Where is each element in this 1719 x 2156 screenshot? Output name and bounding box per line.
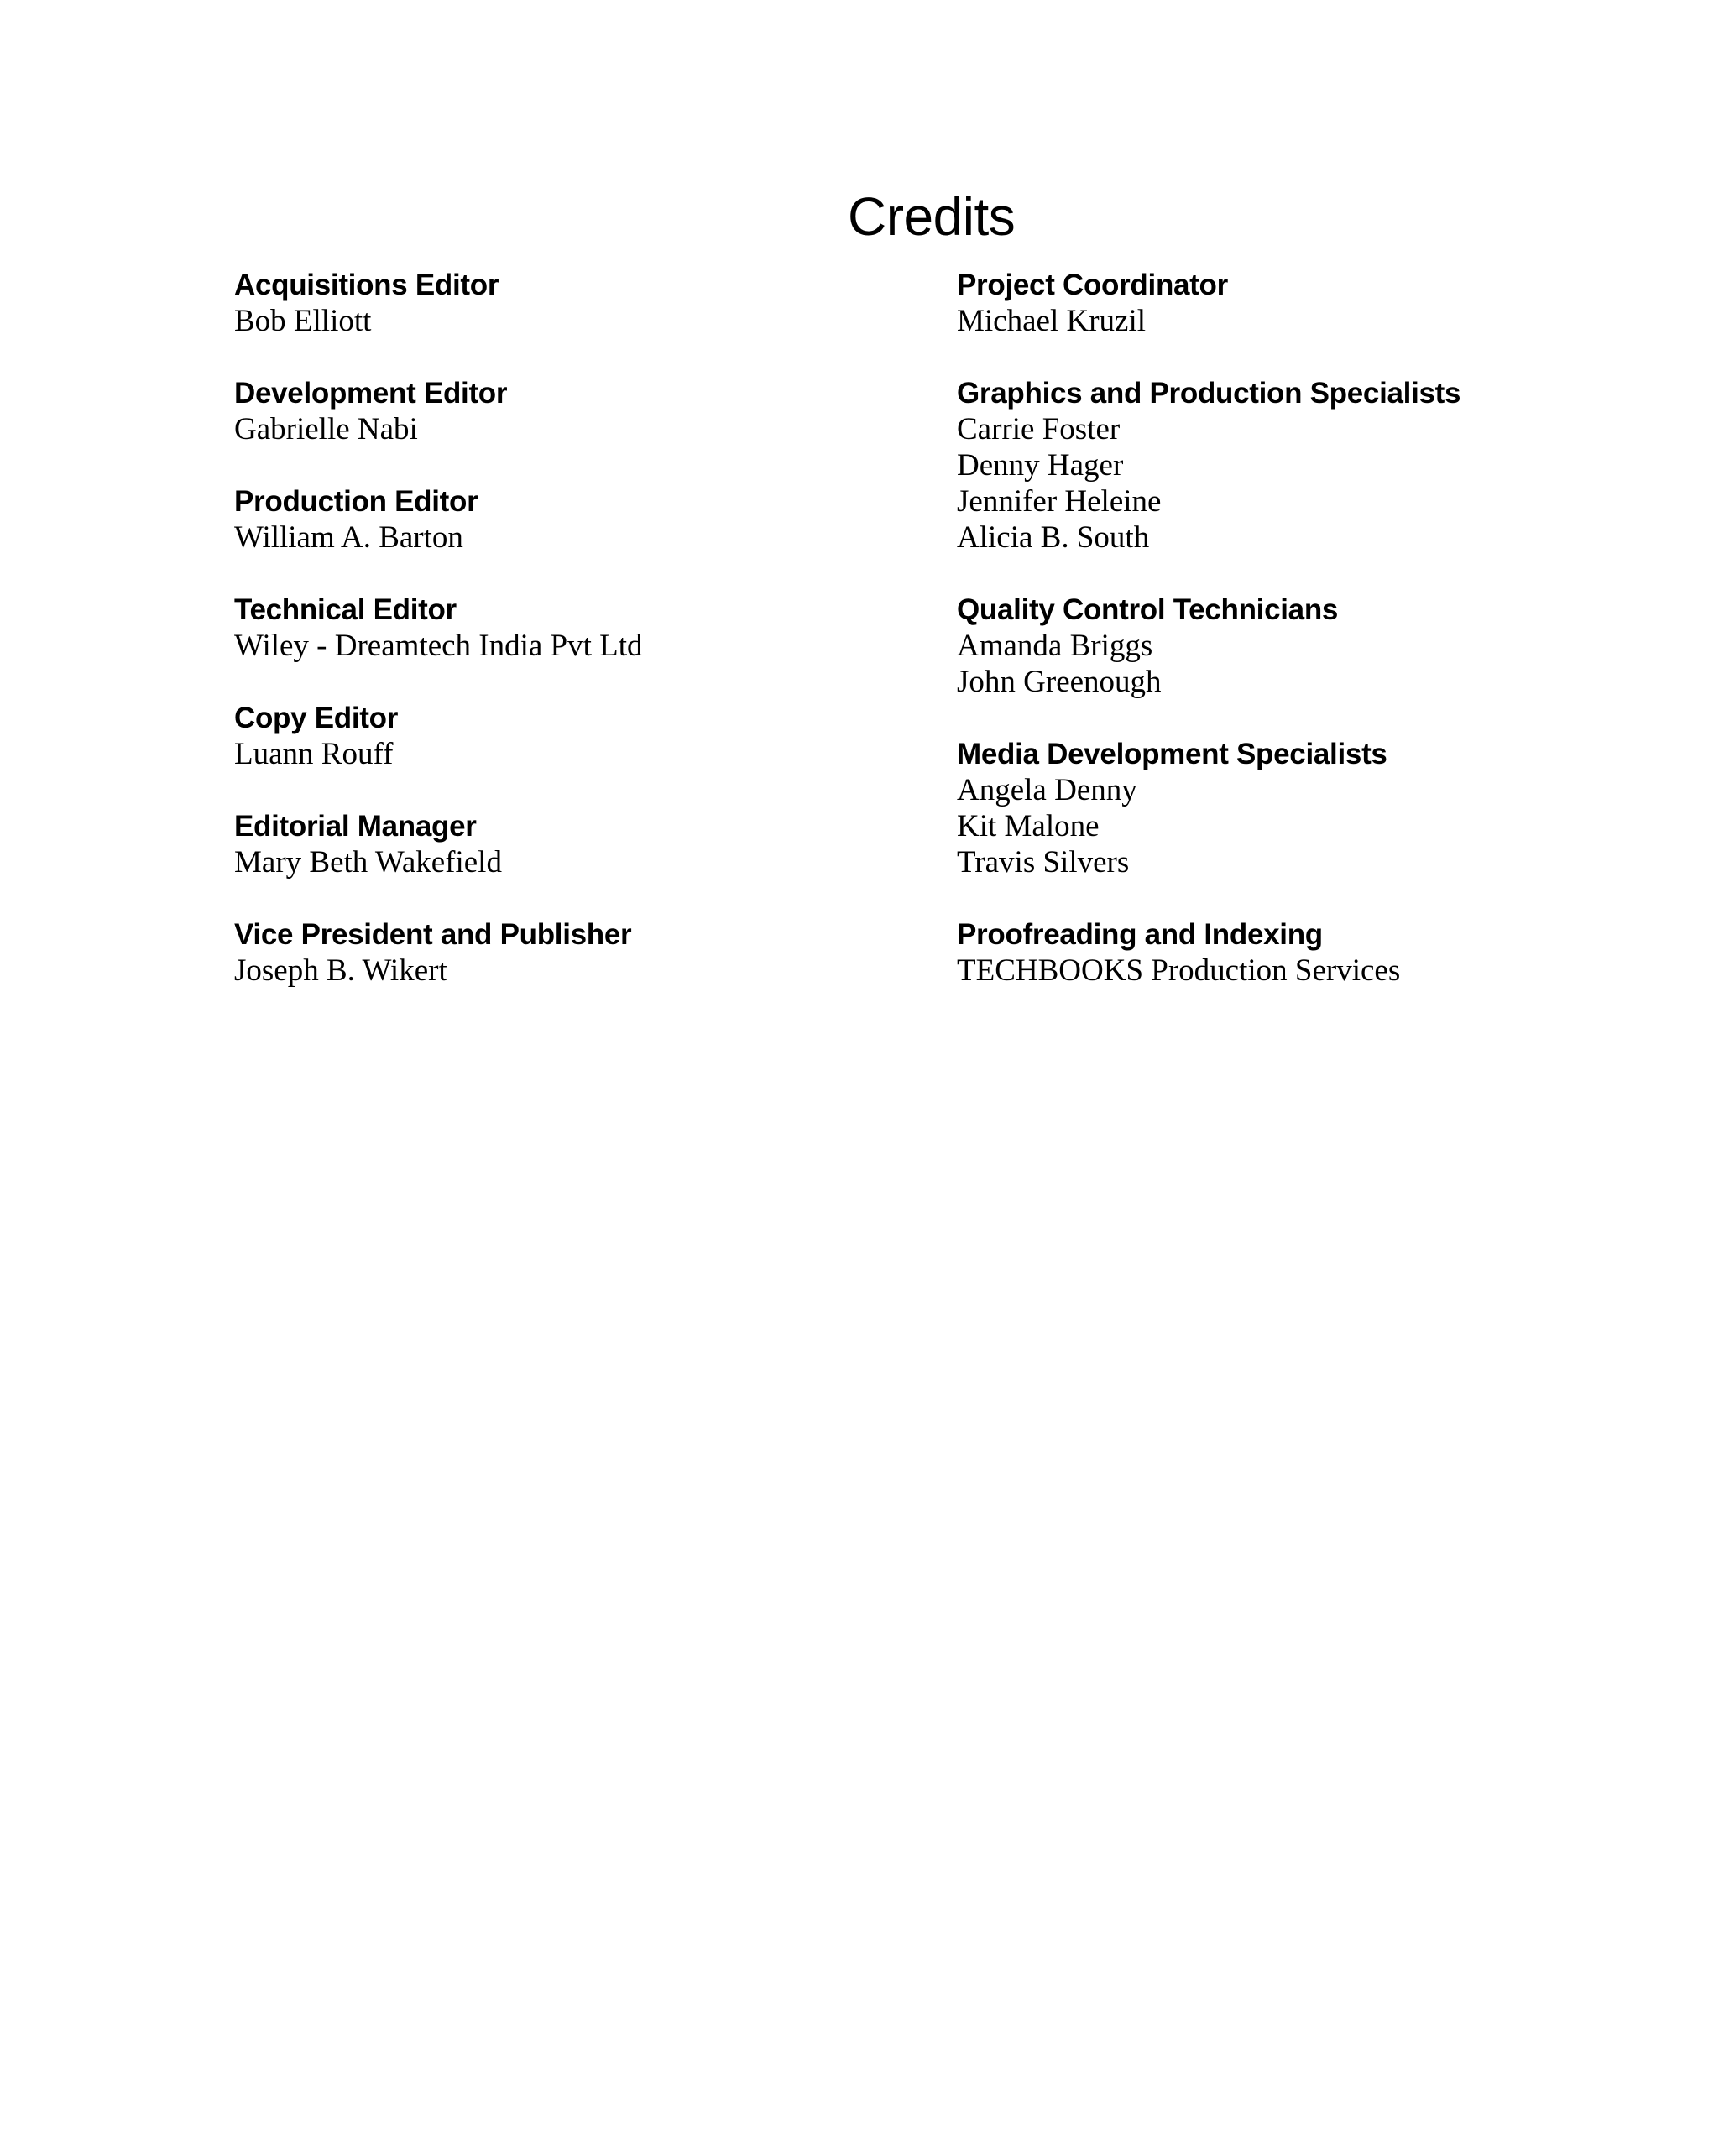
credit-name: William A. Barton <box>234 520 463 555</box>
credit-role: Graphics and Production Specialists <box>957 377 1461 410</box>
credit-name: John Greenough <box>957 665 1162 699</box>
credit-name: Carrie Foster <box>957 412 1121 446</box>
credit-name: Kit Malone <box>957 809 1100 843</box>
credit-group-vice-president-publisher <box>234 916 906 989</box>
credit-group-production-editor <box>234 483 906 556</box>
credit-name: Mary Beth Wakefield <box>234 845 502 880</box>
page-title: Credits <box>848 186 1016 247</box>
credit-role: Editorial Manager <box>234 810 477 843</box>
credit-name: Michael Kruzil <box>957 304 1146 338</box>
credit-role: Project Coordinator <box>957 269 1228 301</box>
credit-name: Travis Silvers <box>957 845 1130 880</box>
credit-group-proofreading-indexing <box>957 916 1628 989</box>
credit-name: Joseph B. Wikert <box>234 953 447 988</box>
credits-right-column <box>957 267 1628 1025</box>
credit-role: Copy Editor <box>234 702 399 734</box>
credit-name: Denny Hager <box>957 448 1124 483</box>
credit-name: Bob Elliott <box>234 304 372 338</box>
credit-group-editorial-manager <box>234 808 906 880</box>
credit-name: Gabrielle Nabi <box>234 412 418 446</box>
credit-name: Alicia B. South <box>957 520 1150 555</box>
credit-group-technical-editor <box>234 592 906 664</box>
credit-group-copy-editor <box>234 700 906 772</box>
credit-role: Production Editor <box>234 485 478 518</box>
credit-group-acquisitions-editor <box>234 267 906 339</box>
credit-name: Jennifer Heleine <box>957 484 1162 519</box>
credit-role: Media Development Specialists <box>957 738 1387 770</box>
credit-name: Amanda Briggs <box>957 629 1153 663</box>
credit-role: Development Editor <box>234 377 508 410</box>
credit-role: Acquisitions Editor <box>234 269 499 301</box>
credit-role: Quality Control Technicians <box>957 593 1339 626</box>
credit-group-graphics-production-specialists <box>957 375 1628 556</box>
credit-role: Proofreading and Indexing <box>957 918 1323 951</box>
credit-group-media-development-specialists <box>957 736 1628 880</box>
credit-role: Vice President and Publisher <box>234 918 632 951</box>
credits-left-column <box>234 267 906 1025</box>
credit-name: TECHBOOKS Production Services <box>957 953 1401 988</box>
credit-role: Technical Editor <box>234 593 457 626</box>
credit-group-quality-control-technicians <box>957 592 1628 700</box>
credit-name: Wiley - Dreamtech India Pvt Ltd <box>234 629 643 663</box>
credit-name: Luann Rouff <box>234 737 394 771</box>
credit-name: Angela Denny <box>957 773 1137 807</box>
credit-group-development-editor <box>234 375 906 447</box>
credit-group-project-coordinator <box>957 267 1628 339</box>
